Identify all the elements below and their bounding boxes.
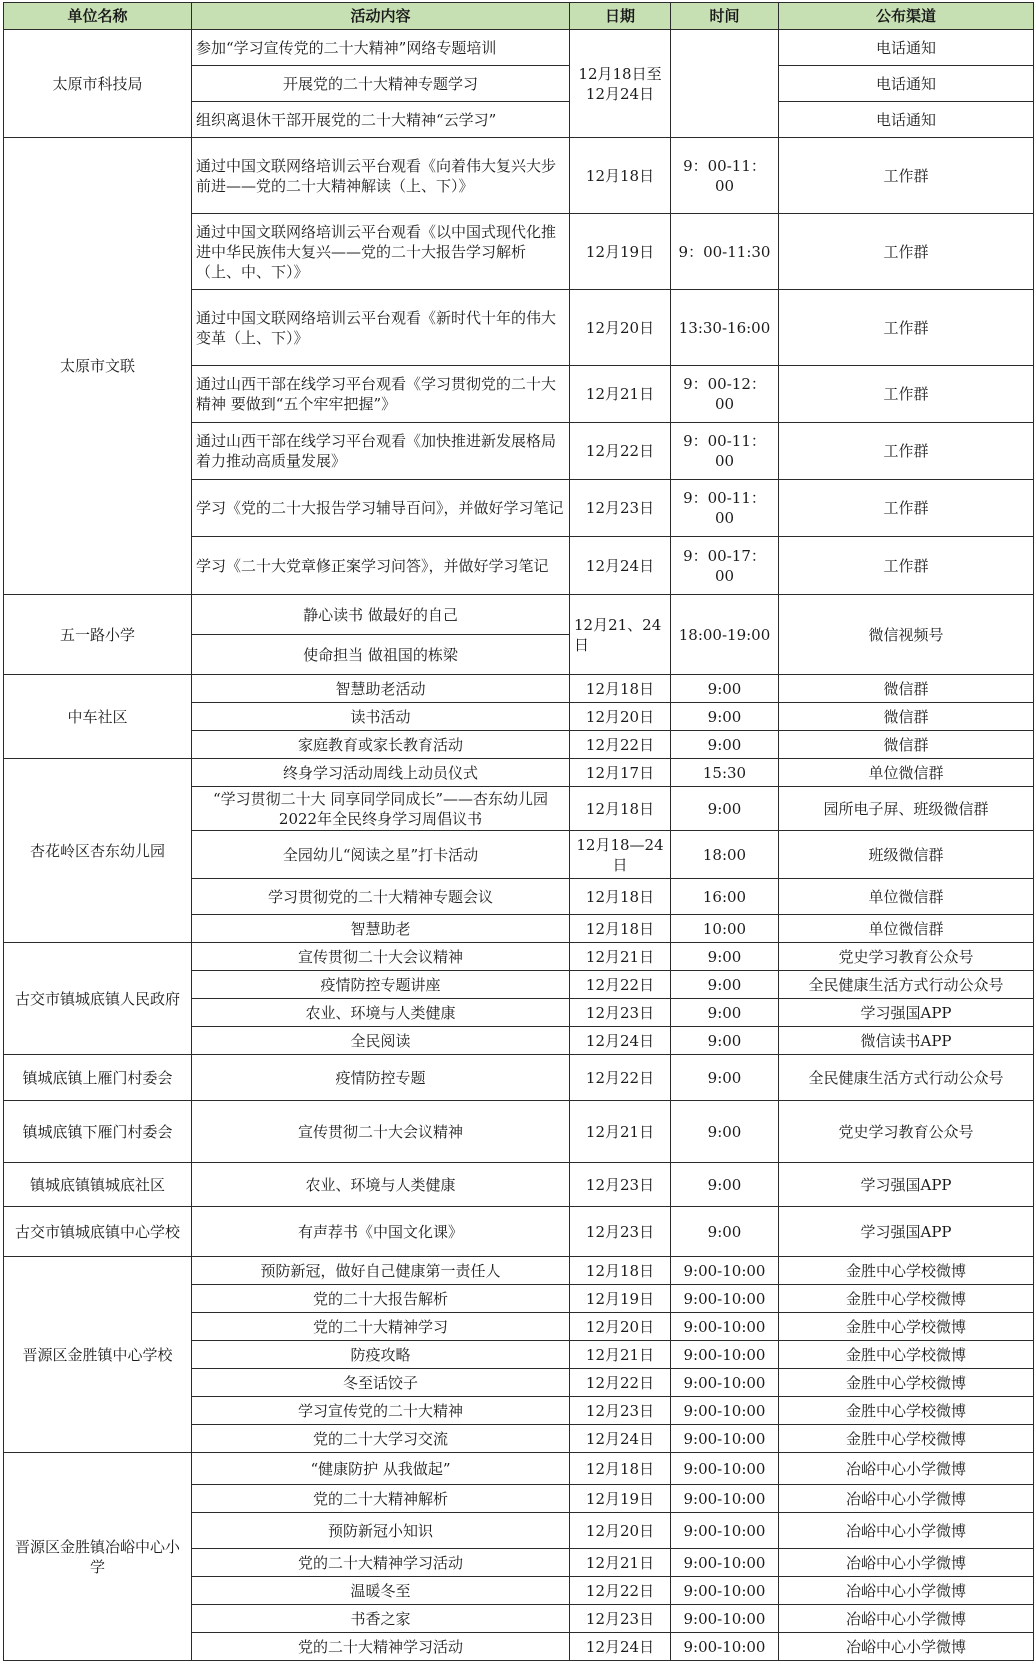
channel-cell: 单位微信群 [779, 915, 1034, 943]
activity-content-cell: 开展党的二十大精神专题学习 [192, 66, 570, 102]
channel-cell: 金胜中心学校微博 [779, 1341, 1034, 1369]
time-cell: 9：00-11:30 [671, 214, 779, 290]
unit-name-cell: 太原市文联 [4, 138, 192, 595]
time-cell: 9:00-10:00 [671, 1341, 779, 1369]
date-cell: 12月18日 [570, 138, 671, 214]
unit-name-cell: 镇城底镇下雁门村委会 [4, 1101, 192, 1163]
date-cell: 12月23日 [570, 480, 671, 537]
time-cell: 9:00 [671, 999, 779, 1027]
unit-name-cell: 晋源区金胜镇冶峪中心小学 [4, 1453, 192, 1661]
time-cell [671, 30, 779, 138]
unit-name-cell: 中车社区 [4, 675, 192, 759]
time-cell: 9:00 [671, 675, 779, 703]
time-cell: 9:00-10:00 [671, 1577, 779, 1605]
channel-cell: 冶峪中心小学微博 [779, 1633, 1034, 1661]
date-cell: 12月20日 [570, 290, 671, 366]
time-cell: 9:00 [671, 1055, 779, 1101]
date-cell: 12月24日 [570, 1425, 671, 1453]
unit-name-cell: 杏花岭区杏东幼儿园 [4, 759, 192, 943]
date-cell: 12月20日 [570, 1513, 671, 1549]
activity-content-cell: 学习宣传党的二十大精神 [192, 1397, 570, 1425]
unit-name-cell: 古交市镇城底镇中心学校 [4, 1207, 192, 1257]
time-cell: 13:30-16:00 [671, 290, 779, 366]
activity-content-cell: 通过中国文联网络培训云平台观看《以中国式现代化推进中华民族伟大复兴——党的二十大报告学习解析（上、中、下）》 [192, 214, 570, 290]
channel-cell: 工作群 [779, 214, 1034, 290]
unit-name-cell: 镇城底镇镇城底社区 [4, 1163, 192, 1207]
unit-name-cell: 古交市镇城底镇人民政府 [4, 943, 192, 1055]
date-cell: 12月19日 [570, 1485, 671, 1513]
table-row [4, 759, 1034, 787]
date-cell: 12月22日 [570, 1577, 671, 1605]
activity-content-cell: 学习《二十大党章修正案学习问答》，并做好学习笔记 [192, 537, 570, 595]
activity-content-cell: 党的二十大精神学习活动 [192, 1633, 570, 1661]
activity-content-cell: 党的二十大精神学习 [192, 1313, 570, 1341]
table-row [4, 1207, 1034, 1257]
header-row [4, 3, 1034, 30]
time-cell: 9:00-10:00 [671, 1605, 779, 1633]
channel-cell: 微信群 [779, 675, 1034, 703]
activity-content-cell: 通过山西干部在线学习平台观看《学习贯彻党的二十大精神 要做到“五个牢牢把握”》 [192, 366, 570, 423]
time-cell: 9:00 [671, 1101, 779, 1163]
time-cell: 9：00-11：00 [671, 138, 779, 214]
date-cell: 12月22日 [570, 1055, 671, 1101]
channel-cell: 金胜中心学校微博 [779, 1397, 1034, 1425]
unit-name-cell: 五一路小学 [4, 595, 192, 675]
channel-cell: 学习强国APP [779, 999, 1034, 1027]
time-cell: 18:00-19:00 [671, 595, 779, 675]
channel-cell: 金胜中心学校微博 [779, 1369, 1034, 1397]
time-cell: 9:00-10:00 [671, 1633, 779, 1661]
table-row [4, 943, 1034, 971]
channel-cell: 微信群 [779, 703, 1034, 731]
date-cell: 12月21日 [570, 366, 671, 423]
activity-content-cell: 宣传贯彻二十大会议精神 [192, 1101, 570, 1163]
time-cell: 18:00 [671, 831, 779, 879]
activity-content-cell: 党的二十大精神解析 [192, 1485, 570, 1513]
table-row [4, 1101, 1034, 1163]
header-time: 时间 [671, 3, 779, 30]
activity-content-cell: 学习《党的二十大报告学习辅导百问》，并做好学习笔记 [192, 480, 570, 537]
time-cell: 9:00 [671, 1207, 779, 1257]
channel-cell: 冶峪中心小学微博 [779, 1485, 1034, 1513]
time-cell: 9:00 [671, 943, 779, 971]
channel-cell: 冶峪中心小学微博 [779, 1513, 1034, 1549]
date-cell: 12月21、24日 [570, 595, 671, 675]
time-cell: 9:00 [671, 787, 779, 831]
channel-cell: 单位微信群 [779, 759, 1034, 787]
channel-cell: 金胜中心学校微博 [779, 1285, 1034, 1313]
time-cell: 9：00-11：00 [671, 480, 779, 537]
activity-content-cell: 全民阅读 [192, 1027, 570, 1055]
date-cell: 12月23日 [570, 1163, 671, 1207]
unit-name-cell: 镇城底镇上雁门村委会 [4, 1055, 192, 1101]
date-cell: 12月20日 [570, 703, 671, 731]
table-row [4, 1163, 1034, 1207]
date-cell: 12月18日 [570, 879, 671, 915]
date-cell: 12月22日 [570, 1369, 671, 1397]
time-cell: 9:00 [671, 971, 779, 999]
date-cell: 12月19日 [570, 1285, 671, 1313]
activity-content-cell: 通过中国文联网络培训云平台观看《向着伟大复兴大步前进——党的二十大精神解读（上、下）》 [192, 138, 570, 214]
date-cell: 12月18日至12月24日 [570, 30, 671, 138]
header-date: 日期 [570, 3, 671, 30]
time-cell: 9:00 [671, 703, 779, 731]
activity-content-cell: 疫情防控专题 [192, 1055, 570, 1101]
table-row [4, 1257, 1034, 1285]
channel-cell: 电话通知 [779, 66, 1034, 102]
activity-content-cell: 通过中国文联网络培训云平台观看《新时代十年的伟大变革（上、下）》 [192, 290, 570, 366]
date-cell: 12月23日 [570, 1397, 671, 1425]
time-cell: 9:00 [671, 731, 779, 759]
channel-cell: 班级微信群 [779, 831, 1034, 879]
channel-cell: 单位微信群 [779, 879, 1034, 915]
date-cell: 12月18日 [570, 1257, 671, 1285]
date-cell: 12月18—24日 [570, 831, 671, 879]
channel-cell: 冶峪中心小学微博 [779, 1549, 1034, 1577]
channel-cell: 学习强国APP [779, 1163, 1034, 1207]
channel-cell: 工作群 [779, 423, 1034, 480]
channel-cell: 工作群 [779, 138, 1034, 214]
date-cell: 12月21日 [570, 943, 671, 971]
time-cell: 9:00-10:00 [671, 1397, 779, 1425]
channel-cell: 微信视频号 [779, 595, 1034, 675]
activity-content-cell: 组织离退休干部开展党的二十大精神“云学习” [192, 102, 570, 138]
activity-content-cell: 参加“学习宣传党的二十大精神”网络专题培训 [192, 30, 570, 66]
channel-cell: 党史学习教育公众号 [779, 943, 1034, 971]
time-cell: 9:00 [671, 1163, 779, 1207]
activity-content-cell: 预防新冠小知识 [192, 1513, 570, 1549]
date-cell: 12月24日 [570, 1027, 671, 1055]
date-cell: 12月23日 [570, 999, 671, 1027]
time-cell: 9:00-10:00 [671, 1425, 779, 1453]
date-cell: 12月23日 [570, 1207, 671, 1257]
date-cell: 12月19日 [570, 214, 671, 290]
time-cell: 16:00 [671, 879, 779, 915]
unit-name-cell: 晋源区金胜镇中心学校 [4, 1257, 192, 1453]
date-cell: 12月18日 [570, 1453, 671, 1485]
channel-cell: 冶峪中心小学微博 [779, 1577, 1034, 1605]
date-cell: 12月18日 [570, 787, 671, 831]
date-cell: 12月21日 [570, 1341, 671, 1369]
activity-content-cell: 家庭教育或家长教育活动 [192, 731, 570, 759]
activity-content-cell: 冬至话饺子 [192, 1369, 570, 1397]
unit-name-cell: 太原市科技局 [4, 30, 192, 138]
table-row [4, 675, 1034, 703]
channel-cell: 电话通知 [779, 30, 1034, 66]
time-cell: 9:00-10:00 [671, 1513, 779, 1549]
activity-content-cell: 预防新冠，做好自己健康第一责任人 [192, 1257, 570, 1285]
date-cell: 12月22日 [570, 423, 671, 480]
channel-cell: 园所电子屏、班级微信群 [779, 787, 1034, 831]
channel-cell: 微信群 [779, 731, 1034, 759]
time-cell: 9:00-10:00 [671, 1485, 779, 1513]
date-cell: 12月23日 [570, 1605, 671, 1633]
time-cell: 9:00-10:00 [671, 1257, 779, 1285]
activity-content-cell: 农业、环境与人类健康 [192, 999, 570, 1027]
date-cell: 12月20日 [570, 1313, 671, 1341]
activity-content-cell: 使命担当 做祖国的栋梁 [192, 635, 570, 675]
date-cell: 12月24日 [570, 1633, 671, 1661]
activity-content-cell: 静心读书 做最好的自己 [192, 595, 570, 635]
time-cell: 9:00-10:00 [671, 1313, 779, 1341]
time-cell: 10:00 [671, 915, 779, 943]
time-cell: 15:30 [671, 759, 779, 787]
channel-cell: 工作群 [779, 366, 1034, 423]
activity-content-cell: 农业、环境与人类健康 [192, 1163, 570, 1207]
table-body [4, 30, 1034, 1661]
channel-cell: 冶峪中心小学微博 [779, 1605, 1034, 1633]
channel-cell: 微信读书APP [779, 1027, 1034, 1055]
date-cell: 12月21日 [570, 1549, 671, 1577]
activity-content-cell: 温暖冬至 [192, 1577, 570, 1605]
channel-cell: 全民健康生活方式行动公众号 [779, 971, 1034, 999]
activity-content-cell: 防疫攻略 [192, 1341, 570, 1369]
date-cell: 12月22日 [570, 731, 671, 759]
activity-content-cell: 宣传贯彻二十大会议精神 [192, 943, 570, 971]
channel-cell: 学习强国APP [779, 1207, 1034, 1257]
date-cell: 12月17日 [570, 759, 671, 787]
time-cell: 9：00-17：00 [671, 537, 779, 595]
time-cell: 9:00-10:00 [671, 1549, 779, 1577]
channel-cell: 工作群 [779, 290, 1034, 366]
activity-content-cell: 全园幼儿“阅读之星”打卡活动 [192, 831, 570, 879]
table-row [4, 1055, 1034, 1101]
header-activity-content: 活动内容 [192, 3, 570, 30]
time-cell: 9：00-11：00 [671, 423, 779, 480]
time-cell: 9:00-10:00 [671, 1453, 779, 1485]
activity-content-cell: 学习贯彻党的二十大精神专题会议 [192, 879, 570, 915]
channel-cell: 工作群 [779, 480, 1034, 537]
activity-content-cell: 党的二十大学习交流 [192, 1425, 570, 1453]
time-cell: 9：00-12：00 [671, 366, 779, 423]
date-cell: 12月24日 [570, 537, 671, 595]
activity-content-cell: 书香之家 [192, 1605, 570, 1633]
activity-content-cell: “学习贯彻二十大 同享同学同成长”——杏东幼儿园2022年全民终身学习周倡议书 [192, 787, 570, 831]
table-row [4, 1453, 1034, 1485]
header-channel: 公布渠道 [779, 3, 1034, 30]
activity-content-cell: 党的二十大报告解析 [192, 1285, 570, 1313]
activity-content-cell: “健康防护 从我做起” [192, 1453, 570, 1485]
activity-content-cell: 通过山西干部在线学习平台观看《加快推进新发展格局 着力推动高质量发展》 [192, 423, 570, 480]
activity-content-cell: 智慧助老 [192, 915, 570, 943]
activity-content-cell: 读书活动 [192, 703, 570, 731]
table-row [4, 30, 1034, 66]
channel-cell: 冶峪中心小学微博 [779, 1453, 1034, 1485]
time-cell: 9:00-10:00 [671, 1285, 779, 1313]
time-cell: 9:00 [671, 1027, 779, 1055]
date-cell: 12月21日 [570, 1101, 671, 1163]
activity-content-cell: 终身学习活动周线上动员仪式 [192, 759, 570, 787]
activity-content-cell: 党的二十大精神学习活动 [192, 1549, 570, 1577]
time-cell: 9:00-10:00 [671, 1369, 779, 1397]
channel-cell: 金胜中心学校微博 [779, 1313, 1034, 1341]
header-unit-name: 单位名称 [4, 3, 192, 30]
activity-content-cell: 智慧助老活动 [192, 675, 570, 703]
channel-cell: 金胜中心学校微博 [779, 1257, 1034, 1285]
date-cell: 12月18日 [570, 915, 671, 943]
channel-cell: 电话通知 [779, 102, 1034, 138]
activity-content-cell: 有声荐书《中国文化课》 [192, 1207, 570, 1257]
table-row [4, 595, 1034, 635]
channel-cell: 全民健康生活方式行动公众号 [779, 1055, 1034, 1101]
activity-schedule-table [3, 2, 1034, 1661]
channel-cell: 金胜中心学校微博 [779, 1425, 1034, 1453]
channel-cell: 工作群 [779, 537, 1034, 595]
date-cell: 12月22日 [570, 971, 671, 999]
channel-cell: 党史学习教育公众号 [779, 1101, 1034, 1163]
activity-content-cell: 疫情防控专题讲座 [192, 971, 570, 999]
date-cell: 12月18日 [570, 675, 671, 703]
table-row [4, 138, 1034, 214]
